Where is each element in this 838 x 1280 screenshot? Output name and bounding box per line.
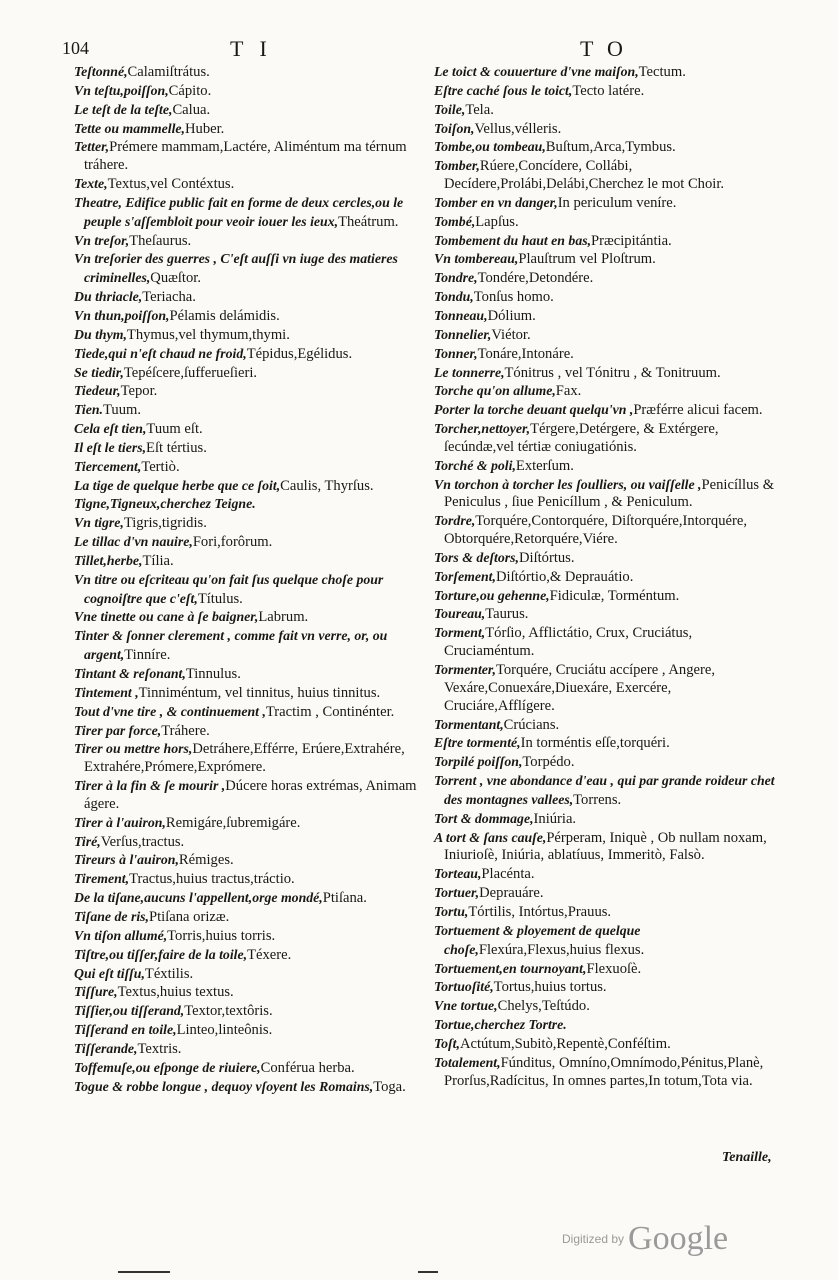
entry-headword: De la tiſane,aucuns l'appellent,orge mondé, — [74, 890, 323, 906]
entry-headword: Tondre, — [434, 270, 478, 286]
entry-translation: Thymus,vel thymum,thymi. — [126, 326, 290, 343]
entry-headword: Le tonnerre, — [434, 364, 505, 380]
dictionary-entry — [434, 1035, 784, 1054]
dictionary-entry — [74, 684, 426, 703]
entry-translation: Tinnulus. — [185, 666, 241, 682]
right-column — [434, 63, 784, 1090]
dictionary-entry — [434, 307, 784, 326]
entry-headword: Tombé, — [434, 213, 476, 229]
catchword: Tenaille, — [722, 1150, 772, 1165]
entry-headword: Toureau, — [434, 606, 486, 622]
entry-translation: Tinníre. — [124, 647, 171, 664]
entry-headword: Torment, — [434, 625, 486, 641]
entry-translation: Prémere mammam,Lactére, Aliméntum ma térnum tráhere. — [84, 139, 407, 174]
entry-headword: Tette ou mammelle, — [74, 120, 186, 136]
entry-translation: Torrens. — [573, 791, 622, 808]
entry-translation: Actútum,Subitò,Repentè,Conféſtim. — [459, 1035, 671, 1052]
dictionary-entry — [74, 63, 426, 82]
entry-headword: Vn treſorier des guerres , C'eſt auſſi vn iuge des matieres criminelles, — [74, 251, 398, 286]
entry-translation: Tondére,Detondére. — [477, 270, 594, 287]
dictionary-entry — [434, 63, 784, 82]
bottom-rule-left — [118, 1271, 170, 1273]
dictionary-entry — [434, 420, 784, 457]
entry-translation: Præférre alicui facem. — [633, 402, 763, 419]
dictionary-entry — [74, 703, 426, 722]
entry-headword: Tonnelier, — [434, 326, 492, 342]
entry-translation: Textus,vel Contéxtus. — [107, 176, 235, 193]
entry-translation: Tépidus,Egélidus. — [246, 345, 353, 362]
entry-translation: Tráhere. — [161, 722, 210, 739]
entry-translation: Penicíllus & Peniculus , ſiue Penicíllum , & Peniculum. — [444, 476, 775, 511]
entry-headword: Vn tiſon allumé, — [74, 927, 168, 943]
dictionary-entry — [434, 232, 784, 251]
entry-translation: Tectum. — [638, 64, 686, 80]
entry-translation: Caulis, Thyrſus. — [280, 477, 374, 494]
dictionary-entry — [434, 512, 784, 549]
entry-headword: Porter la torche deuant quelqu'vn , — [434, 402, 634, 418]
entry-headword: Tondu, — [434, 289, 474, 305]
entry-headword: Tors & deſtors, — [434, 549, 519, 565]
entry-headword: Tormentant, — [434, 716, 504, 732]
entry-translation: Fúnditus, Omníno,Omnímodo,Pénitus,Planè, Prorſus,Radícitus, In omnes partes,In totum,Tota via. — [444, 1054, 764, 1089]
dictionary-entry — [434, 753, 784, 772]
entry-headword: La tige de quelque herbe que ce ſoit, — [74, 477, 281, 493]
entry-headword: Tiré, — [74, 833, 101, 849]
entry-translation: Téxtilis. — [144, 965, 194, 982]
entry-translation: Calamiſtrátus. — [127, 64, 210, 80]
entry-headword: Tortuer, — [434, 885, 480, 901]
entry-translation: Cápito. — [168, 82, 212, 99]
dictionary-entry — [434, 194, 784, 213]
entry-translation: Fori,forôrum. — [192, 534, 273, 551]
entry-translation: Fax. — [555, 383, 582, 400]
dictionary-entry — [434, 138, 784, 157]
entry-headword: Le toict & couuerture d'vne maiſon, — [434, 64, 639, 79]
entry-headword: Tillet,herbe, — [74, 552, 143, 568]
entry-headword: Vne tortue, — [434, 998, 498, 1014]
dictionary-entry — [434, 1054, 784, 1091]
entry-headword: Eſtre caché ſous le toict, — [434, 82, 573, 98]
dictionary-entry — [74, 288, 426, 307]
dictionary-entry — [74, 477, 426, 496]
dictionary-entry — [434, 326, 784, 345]
entry-headword: Tombement du haut en bas, — [434, 232, 592, 248]
entry-headword: Tiſſerand en toile, — [74, 1022, 177, 1038]
entry-headword: Tien. — [74, 402, 103, 418]
entry-headword: Tombe,ou tombeau, — [434, 139, 546, 155]
dictionary-entry — [434, 457, 784, 476]
entry-headword: Tiſtre,ou tiſſer,faire de la toile, — [74, 946, 248, 962]
dictionary-entry — [74, 983, 426, 1002]
watermark-prefix: Digitized by — [562, 1232, 625, 1246]
entry-translation: Crúcians. — [503, 716, 560, 733]
entry-headword: Le tillac d'vn nauire, — [74, 534, 193, 550]
dictionary-entry — [434, 605, 784, 624]
entry-translation: Dúcere horas extrémas, Animam ágere. — [84, 778, 417, 812]
entry-translation: Textor,textôris. — [184, 1003, 273, 1020]
entry-headword: Il eſt le tiers, — [74, 439, 147, 455]
entry-translation: Labrum. — [258, 609, 309, 626]
entry-translation: Textus,huius textus. — [117, 984, 234, 1001]
entry-headword: Torrent , vne abondance d'eau , qui par grande roideur chet des montagnes vallees, — [434, 773, 775, 807]
entry-headword: Tordre, — [434, 513, 476, 529]
dictionary-entry — [74, 627, 426, 665]
entry-translation: Tonáre,Intonáre. — [477, 345, 574, 362]
entry-translation: Plauſtrum vel Ploſtrum. — [518, 251, 656, 268]
dictionary-entry — [74, 908, 426, 927]
dictionary-entry — [74, 777, 426, 814]
entry-translation: Exterſum. — [515, 457, 574, 474]
entry-headword: Vn tigre, — [74, 515, 124, 531]
entry-translation: Tortus,huius tortus. — [493, 979, 607, 996]
entry-translation: Torquére,Contorquére, Diſtorquére,Intorquére, Obtorquére,Retorquére,Viére. — [444, 513, 747, 548]
entry-translation: Tractim , Continénter. — [265, 703, 395, 720]
entry-translation: In torméntis eſſe,torquéri. — [520, 735, 670, 752]
dictionary-entry — [74, 82, 426, 101]
entry-translation: Tórſio, Afflictátio, Crux, Cruciátus, Cruciaméntum. — [444, 625, 693, 660]
entry-translation: Tecto latére. — [572, 82, 645, 99]
dictionary-entry — [434, 288, 784, 307]
entry-headword: Texte, — [74, 176, 108, 192]
entry-headword: Torteau, — [434, 866, 482, 882]
entry-headword: Torcher,nettoyer, — [434, 421, 531, 437]
entry-headword: Tetter, — [74, 139, 110, 155]
dictionary-entry — [74, 1021, 426, 1040]
dictionary-entry — [74, 722, 426, 741]
entry-translation: Linteo,linteônis. — [176, 1022, 273, 1039]
dictionary-entry — [74, 1040, 426, 1059]
dictionary-entry — [74, 889, 426, 908]
dictionary-entry — [74, 965, 426, 984]
bottom-rule-mid — [418, 1271, 438, 1273]
dictionary-entry — [434, 157, 784, 194]
dictionary-entry — [74, 533, 426, 552]
entry-translation: Vellus,vélleris. — [474, 120, 562, 137]
dictionary-entry — [74, 851, 426, 870]
entry-headword: Tiedeur, — [74, 383, 121, 399]
dictionary-entry — [74, 401, 426, 420]
entry-translation: Térgere,Detérgere, & Extérgere, ſecúndæ,vel tértiæ coniugatiónis. — [444, 421, 719, 455]
dictionary-entry — [74, 138, 426, 175]
entry-translation: Theátrum. — [338, 213, 399, 230]
dictionary-entry — [434, 250, 784, 269]
entry-translation: Huber. — [185, 120, 225, 137]
dictionary-entry — [434, 772, 784, 810]
dictionary-entry — [74, 345, 426, 364]
entry-headword: Tirer ou mettre hors, — [74, 741, 193, 757]
dictionary-entry — [434, 865, 784, 884]
entry-headword: Tirer par force, — [74, 722, 162, 738]
entry-translation: Eſt tértius. — [146, 439, 207, 456]
dictionary-entry — [434, 922, 784, 960]
entry-headword: Torché & poli, — [434, 457, 516, 473]
entry-headword: Tirer à l'auiron, — [74, 814, 166, 830]
running-head-left: TI — [230, 36, 283, 61]
dictionary-entry — [74, 665, 426, 684]
running-head-right: TO — [580, 36, 637, 61]
entry-translation: In periculum veníre. — [557, 194, 677, 211]
entry-translation: Buſtum,Arca,Tymbus. — [545, 139, 676, 156]
entry-translation: Verſus,tractus. — [100, 833, 185, 850]
entry-headword: Vn titre ou eſcriteau qu'on fait ſus quelque choſe pour cognoiſtre que c'eſt, — [74, 571, 384, 606]
entry-headword: Torſement, — [434, 568, 496, 584]
entry-translation: Rémiges. — [178, 852, 234, 869]
entry-headword: Tortu, — [434, 903, 469, 919]
dictionary-entry — [74, 120, 426, 139]
entry-headword: Tortuement & ployement de quelque choſe, — [434, 922, 641, 957]
entry-translation: Pérperam, Iniquè , Ob nullam noxam, Iniurioſè, Iniúria, ablatíuus, Immeritò, Falsò. — [444, 829, 767, 864]
dictionary-entry — [74, 608, 426, 627]
dictionary-entry — [74, 514, 426, 533]
dictionary-entry — [434, 364, 784, 383]
entry-headword: Togue & robbe longue , dequoy vſoyent les Romains, — [74, 1078, 374, 1094]
dictionary-entry — [74, 382, 426, 401]
entry-headword: Tiſane de ris, — [74, 908, 149, 924]
entry-headword: Teſtonné, — [74, 64, 128, 79]
entry-headword: Tiſſier,ou tiſſerand, — [74, 1003, 185, 1019]
entry-translation: Tonſus homo. — [473, 289, 554, 306]
dictionary-entry — [74, 101, 426, 120]
entry-translation: Pélamis delámidis. — [169, 307, 280, 324]
entry-translation: Torquére, Cruciátu accípere , Angere, Vexáre,Conuexáre,Diuexáre, Exercére, Cruciáre,Afflígere. — [444, 662, 715, 714]
entry-headword: Torture,ou gehenne, — [434, 587, 550, 603]
dictionary-entry — [74, 364, 426, 383]
entry-translation: Theſaurus. — [129, 232, 192, 249]
entry-headword: Cela eſt tien, — [74, 421, 147, 437]
entry-translation: Torris,huius torris. — [167, 927, 276, 944]
entry-translation: Diſtórtio,& Deprauátio. — [495, 568, 634, 585]
entry-headword: Vn torchon à torcher les ſoulliers, ou vaiſſelle , — [434, 476, 702, 492]
entry-headword: A tort & ſans cauſe, — [434, 829, 547, 845]
entry-headword: Tintant & reſonant, — [74, 666, 186, 681]
entry-translation: Teriacha. — [142, 289, 196, 306]
entry-translation: Tepor. — [120, 383, 158, 400]
entry-translation: Tília. — [142, 552, 174, 569]
entry-headword: Totalement, — [434, 1054, 501, 1070]
dictionary-entry — [434, 1016, 784, 1035]
dictionary-entry — [74, 814, 426, 833]
entry-translation: Ptiſana. — [322, 890, 367, 907]
dictionary-entry — [74, 175, 426, 194]
entry-translation: Títulus. — [197, 590, 243, 607]
dictionary-entry — [434, 476, 784, 513]
entry-headword: Tiede,qui n'eſt chaud ne froid, — [74, 345, 247, 361]
dictionary-entry — [74, 232, 426, 251]
entry-headword: Se tiedir, — [74, 364, 124, 380]
dictionary-entry — [434, 345, 784, 364]
entry-headword: Theatre, Edifice public fait en forme de deux cercles,ou le peuple s'aſſembloit pour veoir iouer les ieux, — [74, 194, 404, 229]
entry-translation: Conférua herba. — [260, 1059, 355, 1076]
entry-translation: Viétor. — [491, 326, 531, 343]
entry-translation: Tinniméntum, vel tinnitus, huius tinnitus. — [138, 684, 381, 701]
entry-translation: Chelys,Teſtúdo. — [497, 998, 590, 1015]
entry-translation: Præcipitántia. — [591, 232, 672, 249]
watermark — [562, 1220, 728, 1258]
dictionary-entry — [434, 587, 784, 606]
entry-translation: Tórtilis, Intórtus,Prauus. — [468, 903, 612, 920]
entry-headword: Du thym, — [74, 326, 127, 342]
entry-translation: Tela. — [465, 101, 494, 118]
entry-headword: Tonneau, — [434, 307, 488, 323]
entry-translation: Deprauáre. — [479, 885, 544, 902]
dictionary-entry — [74, 194, 426, 232]
entry-headword: Toffemuſe,ou eſponge de riuiere, — [74, 1059, 261, 1075]
entry-translation: Placénta. — [481, 866, 535, 883]
dictionary-entry — [74, 458, 426, 477]
dictionary-entry — [434, 82, 784, 101]
entry-headword: Toile, — [434, 101, 466, 117]
dictionary-entry — [74, 307, 426, 326]
dictionary-entry — [74, 740, 426, 777]
entry-translation: Tuum eſt. — [146, 421, 203, 438]
dictionary-entry — [434, 810, 784, 829]
entry-headword: Tiſſerande, — [74, 1040, 138, 1056]
entry-translation: Taurus. — [485, 606, 529, 623]
dictionary-entry — [74, 439, 426, 458]
entry-translation: Ptiſana orizæ. — [148, 908, 230, 925]
entry-translation: Fidiculæ, Torméntum. — [549, 587, 680, 604]
entry-headword: Tiercement, — [74, 458, 142, 474]
dictionary-entry — [74, 250, 426, 288]
dictionary-entry — [434, 568, 784, 587]
page-number: 104 — [62, 38, 89, 58]
entry-headword: Vne tinette ou cane à ſe baigner, — [74, 609, 259, 625]
entry-headword: Tonner, — [434, 345, 478, 361]
dictionary-entry — [434, 997, 784, 1016]
entry-headword: Qui eſt tiſſu, — [74, 965, 145, 981]
entry-translation: Detráhere,Efférre, Erúere,Extrahére, Extrahére,Prómere,Exprómere. — [84, 741, 405, 776]
entry-headword: Vn treſor, — [74, 232, 130, 248]
dictionary-entry — [434, 120, 784, 139]
dictionary-entry — [434, 401, 784, 420]
entry-translation: Flexúra,Flexus,huius flexus. — [478, 941, 645, 958]
dictionary-entry — [74, 552, 426, 571]
entry-headword: Tinter & ſonner clerement , comme fait vn verre, or, ou argent, — [74, 628, 388, 663]
dictionary-entry — [434, 734, 784, 753]
dictionary-entry — [434, 624, 784, 661]
entry-translation: Iniúria. — [533, 810, 577, 827]
entry-translation: Calua. — [172, 101, 211, 118]
dictionary-entry — [434, 829, 784, 866]
dictionary-entry — [74, 326, 426, 345]
entry-headword: Tigne,Tigneux,cherchez Teigne. — [74, 496, 256, 512]
dictionary-entry — [74, 495, 426, 514]
dictionary-entry — [74, 420, 426, 439]
dictionary-entry — [434, 661, 784, 716]
entry-headword: Tomber en vn danger, — [434, 194, 558, 210]
entry-headword: Tout d'vne tire , & continuement , — [74, 703, 266, 719]
entry-headword: Torpilé poiſſon, — [434, 754, 523, 770]
entry-translation: Tertiò. — [141, 458, 180, 475]
dictionary-entry — [74, 946, 426, 965]
entry-translation: Diſtórtus. — [518, 549, 575, 566]
dictionary-entry — [74, 1078, 426, 1097]
entry-headword: Tomber, — [434, 158, 480, 174]
entry-headword: Vn tombereau, — [434, 251, 519, 267]
entry-translation: Quæſtor. — [150, 270, 201, 287]
entry-headword: Tormenter, — [434, 662, 496, 677]
entry-headword: Tirer à la fin & ſe mourir , — [74, 778, 226, 794]
entry-translation: Tónitrus , vel Tónitru , & Tonitruum. — [504, 364, 721, 381]
dictionary-entry — [434, 382, 784, 401]
dictionary-entry — [434, 884, 784, 903]
entry-translation: Toga. — [373, 1078, 406, 1095]
entry-headword: Tintement , — [74, 684, 139, 700]
entry-translation: Tepéſcere,ſufferueſieri. — [123, 364, 258, 381]
dictionary-entry — [74, 870, 426, 889]
entry-headword: Vn thun,poiſſon, — [74, 307, 170, 323]
entry-translation: Textris. — [137, 1040, 182, 1057]
entry-translation: Rúere,Concídere, Collábi, Decídere,Prolábi,Delábi,Cherchez le mot Choir. — [444, 158, 725, 193]
dictionary-entry — [434, 960, 784, 979]
entry-translation: Flexuoſè. — [586, 960, 642, 977]
dictionary-entry — [434, 978, 784, 997]
entry-headword: Tortuoſité, — [434, 979, 494, 995]
entry-translation: Téxere. — [247, 946, 292, 963]
entry-translation: Torpédo. — [522, 754, 575, 771]
entry-translation: Tractus,huius tractus,tráctio. — [129, 871, 295, 888]
dictionary-entry — [74, 1002, 426, 1021]
entry-headword: Tiſſure, — [74, 984, 118, 1000]
dictionary-entry — [434, 716, 784, 735]
entry-headword: Tort & dommage, — [434, 810, 534, 826]
entry-headword: Toſt, — [434, 1035, 460, 1051]
entry-headword: Tireurs à l'auiron, — [74, 852, 179, 868]
dictionary-entry — [434, 549, 784, 568]
entry-headword: Tortuement,en tournoyant, — [434, 960, 587, 976]
entry-translation: Remigáre,ſubremigáre. — [165, 814, 301, 831]
entry-headword: Vn teſtu,poiſſon, — [74, 82, 169, 98]
dictionary-entry — [74, 833, 426, 852]
dictionary-entry — [434, 213, 784, 232]
dictionary-entry — [434, 101, 784, 120]
entry-headword: Toiſon, — [434, 120, 475, 136]
dictionary-entry — [434, 903, 784, 922]
entry-translation: Lapſus. — [475, 213, 519, 230]
entry-translation: Tuum. — [103, 402, 141, 419]
dictionary-entry — [74, 927, 426, 946]
entry-headword: Le teſt de la teſte, — [74, 101, 173, 117]
entry-headword: Tortue,cherchez Tortre. — [434, 1017, 567, 1033]
dictionary-entry — [74, 1059, 426, 1078]
dictionary-entry — [434, 269, 784, 288]
entry-headword: Eſtre tormenté, — [434, 735, 521, 751]
entry-headword: Du thriacle, — [74, 289, 143, 305]
dictionary-entry — [74, 571, 426, 609]
entry-translation: Dólium. — [487, 307, 536, 324]
entry-headword: Tirement, — [74, 871, 130, 887]
left-column — [74, 63, 426, 1096]
entry-translation: Tigris,tigridis. — [123, 515, 207, 532]
entry-headword: Torche qu'on allume, — [434, 383, 556, 399]
watermark-brand: Google — [628, 1220, 729, 1257]
